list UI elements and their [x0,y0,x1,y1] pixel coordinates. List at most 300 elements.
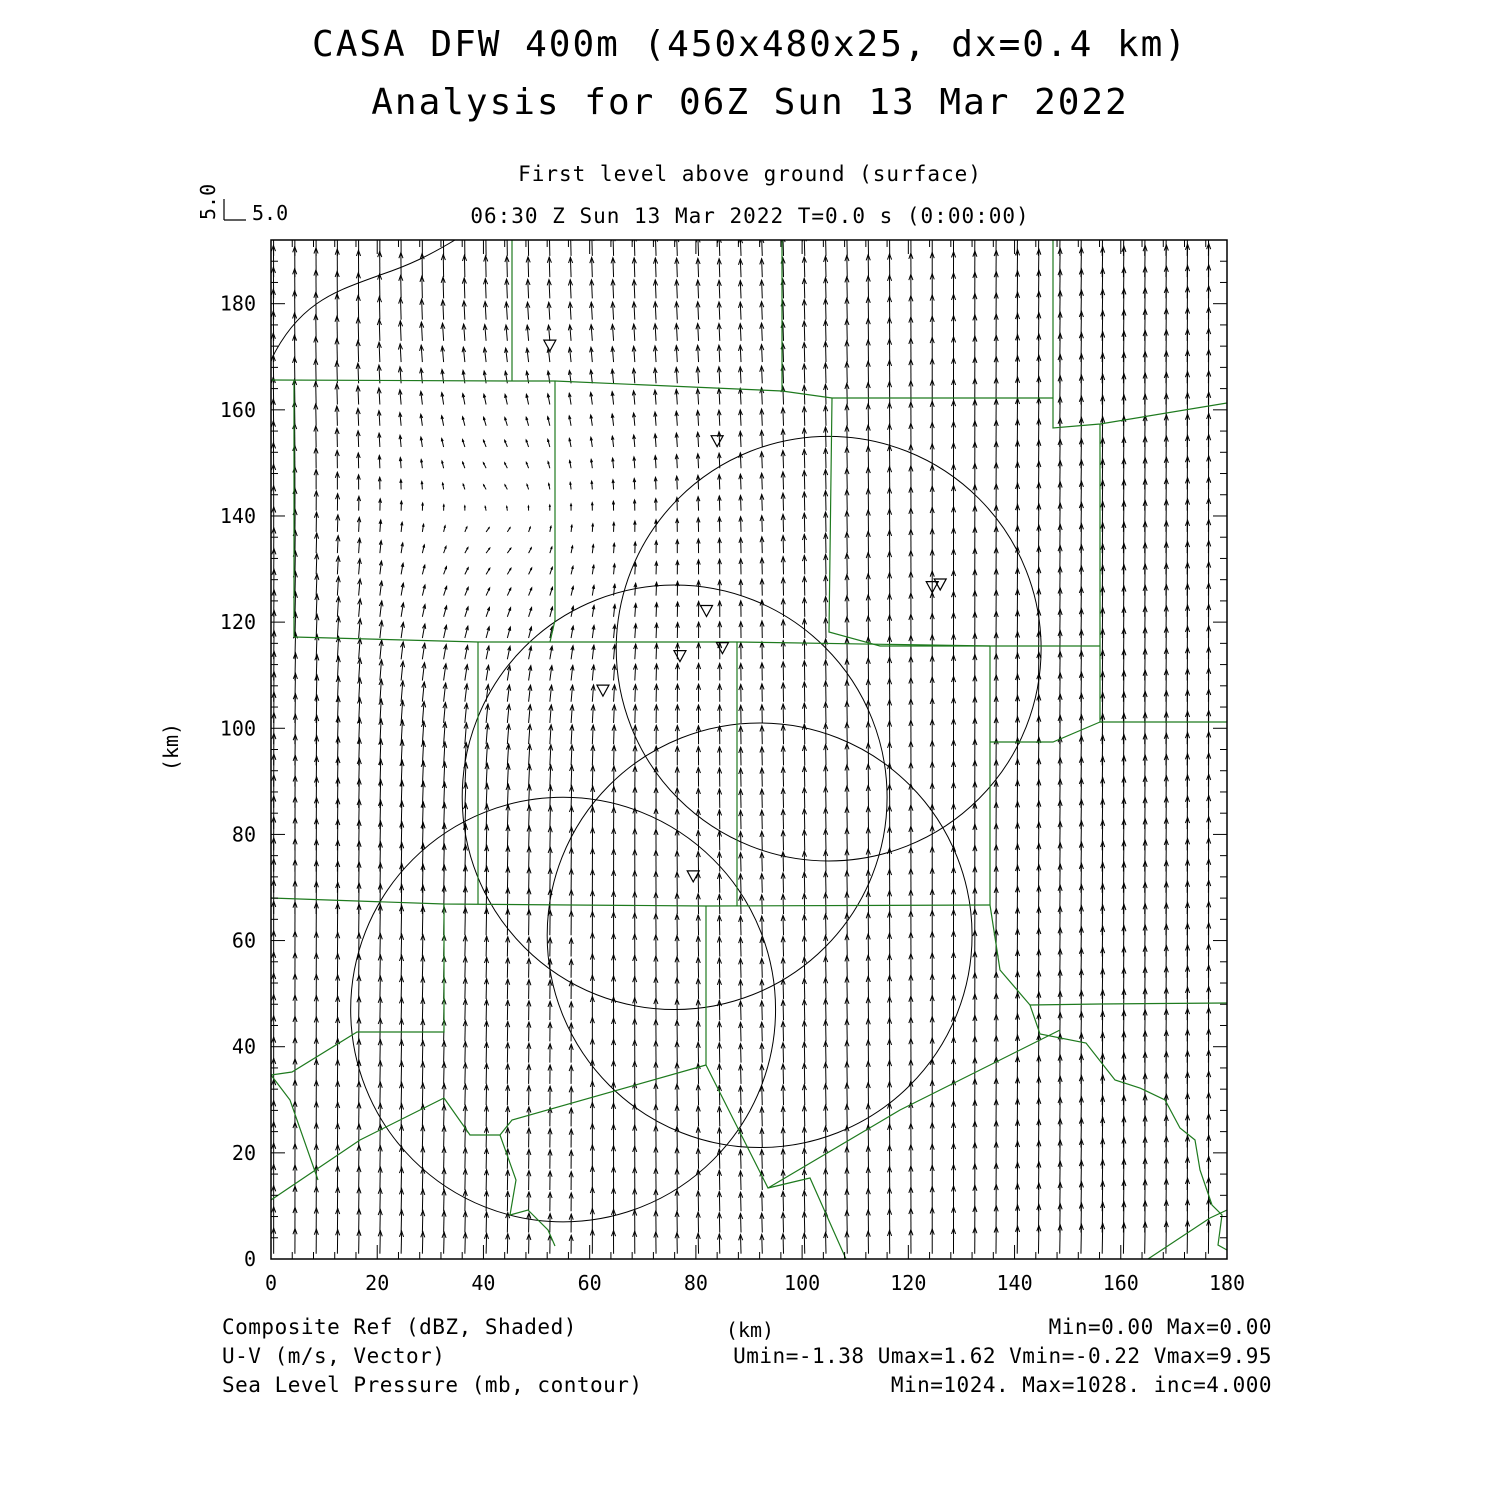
wind-vector-shaft [401,1125,402,1148]
valid-time-label: 06:30 Z Sun 13 Mar 2022 T=0.0 s (0:00:00) [470,204,1030,228]
wind-vector-shaft [443,277,444,298]
wind-vector-shaft [614,725,615,744]
wind-vector-shaft [465,1084,466,1105]
wind-vector-shaft [401,955,402,977]
wind-vector-head [1058,227,1062,233]
wind-vector-shaft [825,384,826,404]
wind-vector-head [485,506,486,507]
wind-vector-shaft [762,1150,763,1169]
wind-vector-shaft [741,1022,742,1041]
wind-vector-shaft [741,1128,742,1147]
wind-vector-shaft [401,1210,402,1233]
wind-vector-shaft [741,1213,742,1232]
pressure-contour-upper [271,240,455,360]
wind-vector-shaft [783,514,784,532]
wind-vector-shaft [486,936,487,956]
wind-vector-shaft [486,957,487,977]
wind-vector-shaft [783,322,784,341]
wind-vector-shaft [401,1083,402,1106]
wind-vector-shaft [401,298,402,320]
vector-key [196,184,288,225]
wind-vector-shaft [804,1106,805,1127]
wind-vector-shaft [804,343,805,363]
wind-vector-shaft [783,1213,784,1233]
wind-vector-shaft [741,959,742,978]
wind-vector-shaft [592,745,593,765]
wind-vector-shaft [783,301,784,320]
wind-vector-shaft [465,1233,466,1254]
wind-vector-shaft [444,1211,445,1232]
wind-vector-shaft [762,259,763,277]
wind-vector-shaft [529,847,530,872]
wind-vector-shaft [741,1171,742,1190]
wind-vector-shaft [422,935,423,957]
wind-vector-shaft [804,236,805,256]
wind-vector-head [887,233,891,239]
x-tick-label: 60 [577,1271,602,1295]
wind-vector-shaft [783,1043,784,1063]
radar-range-ring [616,436,1041,861]
y-tick-label: 100 [219,716,256,741]
wind-vector-shaft [762,1128,763,1147]
wind-vector-shaft [804,1063,805,1084]
wind-vector-shaft [592,258,593,278]
y-axis-label: (km) [159,722,183,772]
footer-field2-name: U-V (m/s, Vector) [222,1344,446,1368]
x-tick-label: 120 [890,1271,927,1295]
wind-vector-shaft [550,785,551,808]
wind-vector-shaft [762,980,763,999]
wind-vector-shaft [485,279,486,299]
wind-vector-shaft [783,915,784,935]
wind-vector-head [1207,222,1211,228]
wind-vector-shaft [379,297,380,320]
wind-vector-shaft [422,1168,423,1190]
x-tick-label: 80 [683,1271,708,1295]
wind-vector-shaft [465,1020,466,1041]
footer-field1-name: Composite Ref (dBZ, Shaded) [222,1315,577,1339]
wind-vector-shaft [804,1191,805,1212]
wind-vector-shaft [783,1064,784,1084]
wind-vector-shaft [804,978,805,999]
wind-vector-shaft [444,1041,445,1062]
wind-vector-shaft [783,472,784,490]
wind-vector-shaft [316,594,317,616]
wind-vector-head [335,227,339,233]
wind-vector-head [293,225,297,231]
wind-vector-shaft [465,1211,466,1232]
wind-vectors [271,222,1210,1253]
wind-vector-shaft [804,321,805,341]
wind-vector-shaft [825,363,826,383]
wind-vector-shaft [783,1170,784,1190]
wind-vector-shaft [825,320,826,341]
wind-vector-shaft [762,916,763,935]
wind-vector-shaft [465,1063,466,1084]
wind-vector-shaft [826,235,827,256]
wind-vector-shaft [464,278,465,298]
plot-title: CASA DFW 400m (450x480x25, dx=0.4 km) [312,24,1188,65]
wind-vector-shaft [698,258,699,277]
radar-site-marker [674,651,686,662]
wind-vector-shaft [422,956,423,978]
wind-vector-head [1164,224,1168,230]
footer-field1-stats: Min=0.00 Max=0.00 [1048,1315,1272,1339]
wind-vector-head [930,231,934,237]
wind-vector-shaft [401,1104,402,1127]
radar-site-marker [701,606,713,617]
analysis-time-title: Analysis for 06Z Sun 13 Mar 2022 [371,82,1129,123]
wind-vector-head [1015,228,1019,234]
wind-vector-shaft [677,258,678,277]
wind-vector-shaft [655,258,656,277]
wind-vector-shaft [762,895,763,914]
wind-vector-shaft [762,1192,763,1211]
wind-vector-shaft [741,1192,742,1211]
pressure-contours [351,436,1041,1221]
wind-vector-head [484,233,488,239]
wind-vector-head [528,506,529,508]
wind-vector-shaft [783,852,784,872]
wind-vector-shaft [444,1126,445,1147]
wind-vector-shaft [422,1232,423,1254]
wind-vector-shaft [804,893,805,914]
wind-vector-shaft [783,873,784,893]
wind-vector-head [1079,226,1083,232]
y-tick-label: 120 [219,610,256,635]
wind-vector-shaft [422,1189,423,1211]
wind-vector-shaft [783,894,784,914]
wind-vector-shaft [571,786,572,808]
wind-vector-head [1185,223,1189,229]
wind-vector-shaft [422,977,423,999]
level-label: First level above ground (surface) [518,162,982,186]
wind-vector-shaft [783,1000,784,1020]
wind-vector-shaft [316,554,317,575]
wind-vector-shaft [762,958,763,977]
wind-vector-shaft [316,574,317,596]
wind-vector-shaft [804,492,805,511]
wind-vector-shaft [783,279,784,298]
wind-vector-shaft [401,934,402,956]
wind-vector-shaft [804,872,805,893]
footer-field2-stats: Umin=-1.38 Umax=1.62 Vmin=-0.22 Vmax=9.95 [733,1344,1272,1368]
wind-vector-shaft [401,1189,402,1212]
wind-vector-shaft [401,1167,402,1190]
wind-vector-shaft [825,406,826,426]
wind-vector-shaft [783,451,784,469]
wind-vector-head [505,234,509,240]
wind-vector-shaft [804,1233,805,1254]
wind-vector-shaft [422,1210,423,1232]
wind-vector-shaft [741,1150,742,1169]
wind-vector-head [526,234,530,240]
wind-vector-shaft [465,978,466,999]
wind-vector-shaft [401,1231,402,1254]
wind-vector-shaft [422,1062,423,1084]
wind-vector-shaft [507,825,508,850]
wind-vector-shaft [804,1021,805,1042]
wind-vector-shaft [465,1105,466,1126]
wind-vector-shaft [762,1213,763,1232]
wind-vector-shaft [825,278,826,299]
wind-vector-shaft [741,1044,742,1063]
wind-vector-shaft [444,1062,445,1083]
wind-vector-head [314,226,318,232]
wind-vector-shaft [379,319,380,340]
y-axis-tick-labels [220,292,256,1271]
wind-vector-shaft [783,1191,784,1211]
wind-vector-shaft [528,257,529,277]
wind-vector-shaft [592,235,593,256]
wind-vector-shaft [614,746,615,766]
wind-vector-shaft [529,826,530,850]
wind-vector-shaft [741,1086,742,1105]
wind-vector-shaft [762,1022,763,1041]
wind-vector-shaft [804,936,805,957]
wind-vector-shaft [783,1085,784,1105]
wind-vector-shaft [465,1169,466,1190]
wind-vector-shaft [422,1126,423,1148]
wind-vector-shaft [422,1147,423,1169]
wind-vector-shaft [444,1147,445,1168]
wind-vector-shaft [741,1235,742,1254]
wind-vector-shaft [1102,226,1103,256]
radar-site-markers [544,340,946,882]
wind-vector-shaft [804,257,805,277]
wind-vector-shaft [804,1127,805,1148]
footer-field3-name: Sea Level Pressure (mb, contour) [222,1373,643,1397]
wind-vector-shaft [783,344,784,363]
wind-vector-shaft [762,852,763,871]
x-tick-label: 40 [471,1271,496,1295]
radar-site-marker [544,340,556,351]
wind-vector-shaft [422,276,423,298]
wind-vector-shaft [741,1001,742,1020]
wind-vector-shaft [762,1107,763,1126]
x-tick-label: 160 [1102,1271,1139,1295]
radar-range-ring [462,585,887,1010]
y-tick-label: 80 [231,822,256,847]
wind-vector-shaft [634,258,635,277]
wind-vector-head [464,506,465,508]
wind-vector-head [1122,225,1126,231]
wind-vector-shaft [741,937,742,956]
y-tick-label: 160 [219,397,256,422]
wind-vector-head [441,232,445,238]
wind-vector-shaft [401,977,402,999]
wind-vector-shaft [592,766,593,787]
wind-vector-shaft [401,998,402,1020]
wind-vector-shaft [337,339,338,362]
wind-vector-shaft [486,979,487,999]
wind-vector-shaft [465,1190,466,1211]
wind-vector-shaft [762,874,763,893]
wind-vector-shaft [762,1086,763,1105]
axis-ticks [271,240,1227,1259]
wind-vector-shaft [825,299,826,320]
wind-vector-head [399,230,403,236]
wind-vector-shaft [401,1019,402,1041]
wind-vector-shaft [295,592,296,617]
wind-vector-shaft [465,936,466,957]
wind-vector-shaft [655,236,656,256]
y-tick-label: 40 [231,1034,256,1059]
wind-vector-shaft [316,533,317,553]
radar-site-marker [687,871,699,882]
wind-vector-shaft [422,1104,423,1126]
y-tick-label: 180 [219,291,256,316]
footer-field3-stats: Min=1024. Max=1028. inc=4.000 [890,1373,1272,1397]
wind-vector-shaft [804,364,805,383]
wind-vector-shaft [762,937,763,956]
wind-vector-shaft [826,448,827,468]
x-tick-label: 20 [365,1271,390,1295]
wind-vector-shaft [444,1105,445,1126]
wind-vector-shaft [400,321,401,341]
wind-vector-shaft [804,1212,805,1233]
wind-vector-shaft [783,1021,784,1041]
wind-vector-shaft [825,256,826,277]
wind-vector-shaft [613,258,614,277]
wind-vector-shaft [444,1169,445,1190]
wind-vector-head [845,234,849,240]
wind-vector-shaft [401,1061,402,1083]
wind-vector-shaft [804,300,805,320]
wind-vector-shaft [741,916,742,935]
wind-vector-shaft [379,342,380,362]
wind-vector-shaft [337,384,338,405]
wind-vector-shaft [741,1107,742,1126]
wind-vector-shaft [804,915,805,936]
wind-vector-shaft [804,407,805,426]
wind-vector-shaft [783,1149,784,1169]
wind-vector-shaft [422,1019,423,1041]
wind-vector-shaft [635,705,636,723]
y-tick-label: 0 [243,1247,256,1271]
wind-vector-shaft [804,1000,805,1021]
wind-vector-shaft [444,1190,445,1211]
wind-vector-shaft [741,1065,742,1084]
wind-vector-shaft [295,551,296,574]
radar-range-ring [351,797,776,1222]
wind-vector-shaft [422,1041,423,1063]
wind-vector-shaft [465,1042,466,1063]
wind-vector-shaft [507,256,508,277]
y-tick-label: 20 [231,1140,256,1165]
wind-vector-shaft [422,299,423,320]
wind-vector-shaft [783,958,784,978]
wind-vector-shaft [741,980,742,999]
wind-vector-shaft [762,1065,763,1084]
wind-vector-head [506,506,507,507]
x-tick-label: 0 [264,1271,278,1295]
wind-vector-shaft [444,1232,445,1253]
wind-vector-head [1037,228,1041,234]
plot-frame [271,240,1227,1259]
wind-vector-shaft [783,937,784,957]
wind-vector-shaft [337,406,338,426]
x-tick-label: 180 [1208,1271,1246,1295]
radar-site-marker [711,436,723,447]
wind-vector-shaft [549,257,550,277]
wind-vector-shaft [570,257,571,277]
wind-vector-shaft [804,449,805,468]
wind-vector-shaft [783,831,784,851]
county-boundaries [271,240,1227,1259]
wind-vector-shaft [337,515,338,532]
wind-vector-head [1101,226,1105,232]
wind-vector-shaft [825,427,826,447]
wind-vector-shaft [465,957,466,978]
wind-vector-shaft [783,493,784,511]
wind-vector-head [973,230,977,236]
wind-vector-shaft [804,1042,805,1063]
wind-vector-shaft [358,318,359,341]
wind-vector-shaft [422,998,423,1020]
wind-vector-shaft [401,1040,402,1062]
y-tick-label: 140 [219,503,256,528]
wind-vector-shaft [762,1171,763,1190]
wind-vector-shaft [613,236,614,256]
wind-vector-shaft [762,1234,763,1253]
wind-vector-shaft [358,340,359,362]
vector-key-x-label: 5.0 [252,201,289,225]
wind-vector-shaft [422,1083,423,1105]
wind-vector-shaft [1081,226,1082,255]
wind-vector-head [463,233,467,239]
wind-vector-shaft [783,1234,784,1254]
wind-vector-shaft [762,1001,763,1020]
wind-vector-shaft [804,385,805,404]
wind-vector-shaft [783,1106,784,1126]
wind-vector-shaft [825,342,826,362]
wind-vector-shaft [804,278,805,298]
radar-range-ring [547,723,972,1148]
wind-vector-head [420,231,424,237]
wind-vector-head [1143,224,1147,230]
wind-vector-shaft [295,572,296,596]
wind-vector-head [866,233,870,239]
x-tick-label: 100 [784,1271,821,1295]
wind-vector-shaft [444,1084,445,1105]
wind-vector-shaft [804,1084,805,1105]
wind-vector-shaft [762,1043,763,1062]
radar-site-marker [597,685,609,696]
x-axis-label: (km) [725,1318,775,1342]
wind-vector-shaft [804,471,805,490]
x-tick-label: 140 [996,1271,1033,1295]
wind-vector-shaft [550,806,551,829]
wind-vector-shaft [571,765,572,786]
wind-vector-shaft [550,765,551,787]
wind-vector-head [357,228,361,234]
wind-vector-shaft [656,664,657,681]
wind-vector-shaft [783,979,784,999]
wind-vector-shaft [465,1127,466,1148]
wind-vector-head [909,232,913,238]
wind-vector-shaft [634,236,635,256]
x-axis-tick-labels [265,1271,1245,1295]
wind-vector-shaft [401,1146,402,1169]
y-tick-label: 60 [231,928,256,953]
wind-vector-shaft [783,258,784,277]
wind-vector-shaft [465,999,466,1020]
wind-vector-head [994,229,998,235]
vector-key-y-label: 5.0 [196,183,220,220]
wind-vector-head [951,231,955,237]
wind-vector-shaft [804,957,805,978]
